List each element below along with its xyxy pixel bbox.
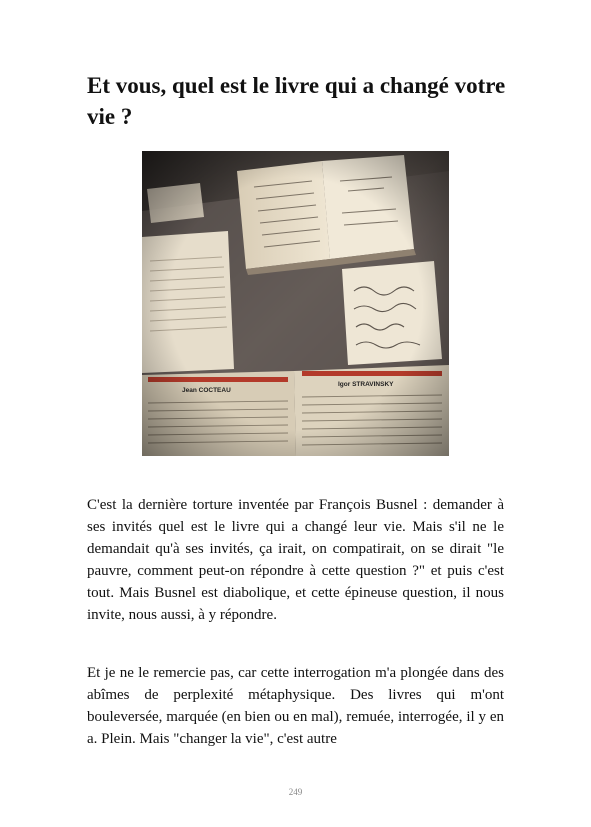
chapter-title: Et vous, quel est le livre qui a changé votre vie ? — [87, 73, 506, 129]
page-number: 249 — [288, 787, 303, 797]
exhibit-photo — [142, 151, 449, 456]
body-paragraph: Et je ne le remercie pas, car cette interrogation m'a plongée dans des abîmes de perplexité métaphysique. Des livres qui m'ont bouleversée, marquée (en bien ou en mal), remuée, interrogée, il y en a. Plein. Mais "changer la vie", c'est autre — [87, 665, 504, 747]
body-paragraph: C'est la dernière torture inventée par François Busnel : demander à ses invités quel est le livre qui a changé leur vie. Mais s'il ne le demandait qu'à ses invités, ça irait, on compatirait, on se dirait "le pauvre, comment peut-on répondre à cette question ?" et puis c'est tout. Mais Busnel est diabolique, et cette épineuse question, il nous invite, nous aussi, à y répondre. — [87, 497, 504, 623]
